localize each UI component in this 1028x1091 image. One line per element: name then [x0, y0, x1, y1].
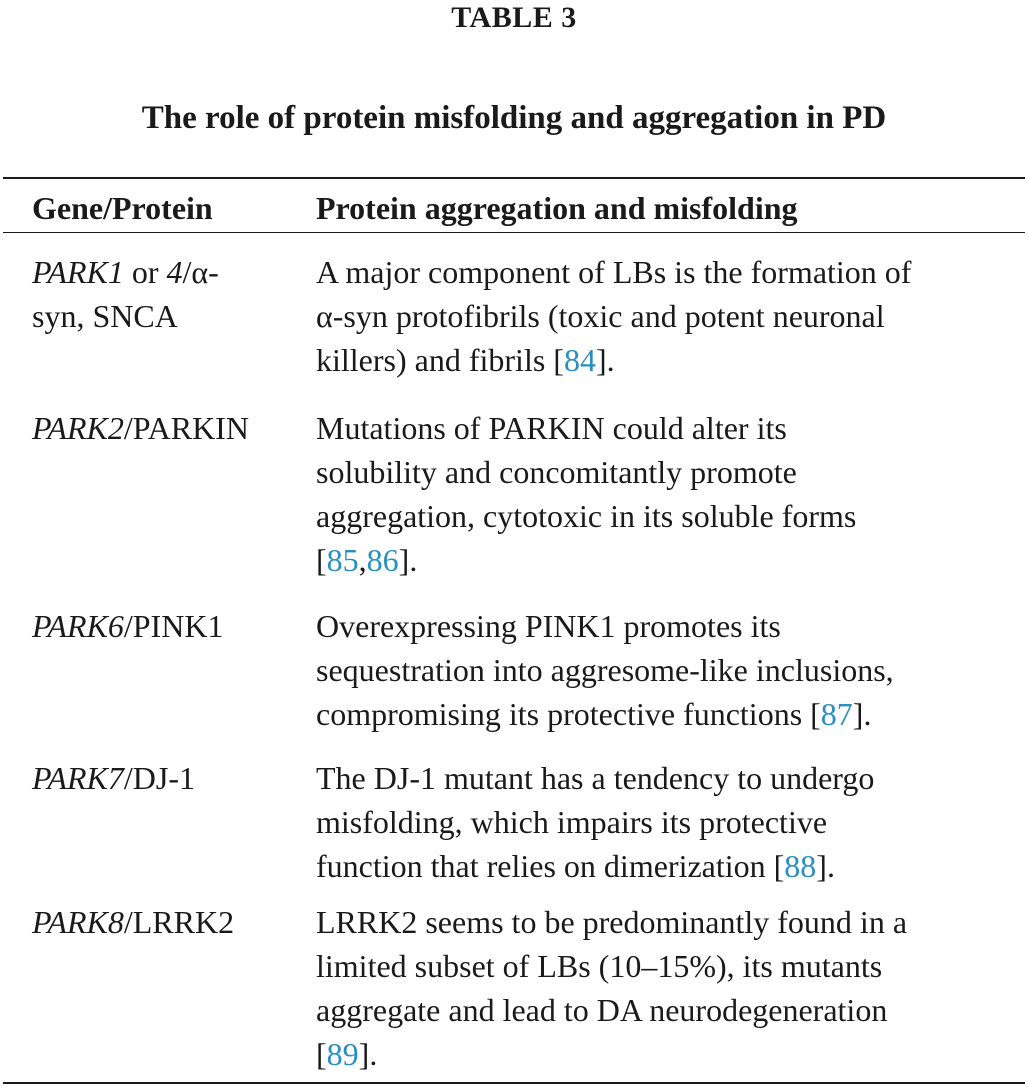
- description-text: [: [316, 1036, 327, 1072]
- description-line: α-syn protofibrils (toxic and potent neuronal: [316, 298, 885, 334]
- description-line: LRRK2 seems to be predominantly found in a: [316, 904, 908, 940]
- description-line: aggregation, cytotoxic in its soluble forms: [316, 498, 857, 534]
- table-header-rule: [3, 232, 1025, 233]
- description-text: function that relies on dimerization [: [316, 848, 785, 884]
- gene-name: PARK7: [32, 760, 124, 796]
- protein-name-cont: syn, SNCA: [32, 298, 178, 334]
- description-cell: [316, 250, 1016, 382]
- header-aggregation-misfolding: Protein aggregation and misfolding: [316, 190, 798, 226]
- description-cell: [316, 406, 1016, 582]
- description-line: solubility and concomitantly promote: [316, 454, 797, 490]
- gene-connector: or: [123, 254, 167, 290]
- gene-name-alt: 4: [166, 254, 183, 290]
- description-line: A major component of LBs is the formation of: [316, 254, 912, 290]
- protein-name: /PARKIN: [123, 410, 249, 446]
- protein-name: /PINK1: [123, 608, 224, 644]
- reference-link[interactable]: 86: [366, 542, 399, 578]
- description-line: misfolding, which impairs its protective: [316, 804, 828, 840]
- description-text: killers) and fibrils [: [316, 342, 564, 378]
- table-top-rule: [3, 177, 1025, 179]
- description-cell: [316, 756, 1016, 888]
- description-line: [316, 338, 1016, 382]
- description-line: [316, 538, 1016, 582]
- protein-name: /α-: [182, 254, 219, 290]
- description-line: [316, 692, 1016, 736]
- description-line: [316, 844, 1016, 888]
- table-caption: The role of protein misfolding and aggregation in PD: [141, 100, 887, 136]
- gene-cell: [32, 900, 302, 944]
- gene-name: PARK1: [32, 254, 124, 290]
- gene-cell: [32, 250, 302, 338]
- reference-close: ].: [816, 848, 835, 884]
- reference-close: ].: [852, 696, 872, 732]
- description-cell: [316, 900, 1016, 1076]
- gene-name: PARK6: [32, 608, 124, 644]
- protein-name: /DJ-1: [123, 760, 195, 796]
- reference-link[interactable]: 87: [820, 696, 853, 732]
- reference-link[interactable]: 85: [326, 542, 359, 578]
- gene-name: PARK8: [32, 904, 124, 940]
- description-line: sequestration into aggresome-like inclusions,: [316, 652, 894, 688]
- reference-link[interactable]: 88: [784, 848, 817, 884]
- header-gene-protein: Gene/Protein: [32, 190, 213, 226]
- description-line: Mutations of PARKIN could alter its: [316, 410, 787, 446]
- reference-link[interactable]: 84: [563, 342, 596, 378]
- description-line: limited subset of LBs (10–15%), its mutants: [316, 948, 883, 984]
- reference-close: ].: [595, 342, 615, 378]
- gene-name: PARK2: [32, 410, 124, 446]
- protein-name: /LRRK2: [123, 904, 235, 940]
- description-line: [316, 1032, 1016, 1076]
- table-bottom-rule: [3, 1082, 1025, 1084]
- description-line: The DJ-1 mutant has a tendency to undergo: [316, 760, 875, 796]
- reference-link[interactable]: 89: [326, 1036, 359, 1072]
- description-text: compromising its protective functions [: [316, 696, 821, 732]
- reference-close: ].: [358, 1036, 378, 1072]
- gene-cell: [32, 756, 302, 800]
- description-line: aggregate and lead to DA neurodegeneration: [316, 992, 888, 1028]
- gene-cell: [32, 406, 302, 450]
- reference-separator: ,: [358, 542, 367, 578]
- gene-cell: [32, 604, 302, 648]
- description-line: Overexpressing PINK1 promotes its: [316, 608, 781, 644]
- table-header-row: [0, 186, 1028, 230]
- description-text: [: [316, 542, 327, 578]
- reference-close: ].: [398, 542, 418, 578]
- table-label: TABLE 3: [451, 1, 577, 34]
- description-cell: [316, 604, 1016, 736]
